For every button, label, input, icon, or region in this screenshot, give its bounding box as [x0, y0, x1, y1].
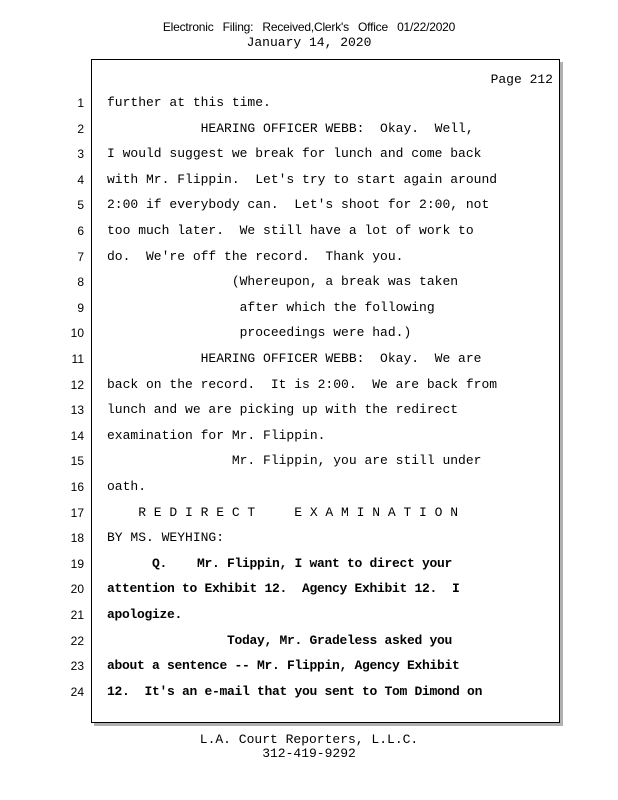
transcript-line: back on the record. It is 2:00. We are back from [107, 377, 498, 392]
transcript-line: (Whereupon, a break was taken [107, 274, 459, 289]
line-number: 12 [70, 378, 84, 392]
court-reporter-name: L.A. Court Reporters, L.L.C. [199, 732, 419, 747]
line-number: 13 [70, 403, 84, 417]
transcript-line: examination for Mr. Flippin. [107, 428, 326, 443]
transcript-line: further at this time. [107, 95, 271, 110]
transcript-line: apologize. [107, 607, 183, 622]
transcript-line: 12. It's an e-mail that you sent to Tom Dimond on [107, 684, 483, 699]
court-reporter-phone: 312-419-9292 [262, 746, 356, 761]
line-number: 20 [70, 582, 84, 596]
line-number: 16 [70, 480, 84, 494]
line-number: 22 [70, 634, 84, 648]
transcript-line: HEARING OFFICER WEBB: Okay. We are [107, 351, 482, 366]
transcript-line: Q. Mr. Flippin, I want to direct your [107, 556, 453, 571]
line-number: 14 [70, 429, 84, 443]
line-number: 5 [77, 198, 84, 212]
transcript-line: 2:00 if everybody can. Let's shoot for 2:00, not [107, 197, 490, 212]
line-number: 7 [77, 250, 84, 264]
transcript-date: January 14, 2020 [246, 35, 372, 50]
line-number: 21 [70, 608, 84, 622]
line-number: 3 [77, 147, 84, 161]
line-number: 19 [70, 557, 84, 571]
line-number: 17 [70, 506, 84, 520]
transcript-line: proceedings were had.) [107, 325, 412, 340]
transcript-line: after which the following [107, 300, 435, 315]
transcript-line: do. We're off the record. Thank you. [107, 249, 404, 264]
page-number: Page 212 [490, 72, 553, 87]
transcript-line: Today, Mr. Gradeless asked you [107, 633, 453, 648]
transcript-line: oath. [107, 479, 147, 494]
line-number: 2 [77, 122, 84, 136]
line-number: 18 [70, 531, 84, 545]
line-number: 10 [70, 326, 84, 340]
transcript-line: lunch and we are picking up with the redirect [107, 402, 459, 417]
transcript-line: HEARING OFFICER WEBB: Okay. Well, [107, 121, 474, 136]
transcript-line: attention to Exhibit 12. Agency Exhibit 12. I [107, 581, 460, 596]
transcript-line: too much later. We still have a lot of work to [107, 223, 474, 238]
transcript-line: about a sentence -- Mr. Flippin, Agency Exhibit [107, 658, 460, 673]
line-number: 1 [77, 96, 84, 110]
line-number: 24 [70, 685, 84, 699]
transcript-line: R E D I R E C T E X A M I N A T I O N [107, 505, 459, 520]
line-number: 4 [77, 173, 84, 187]
transcript-line: with Mr. Flippin. Let's try to start again around [107, 172, 498, 187]
line-number: 15 [70, 454, 84, 468]
transcript-line: Mr. Flippin, you are still under [107, 453, 482, 468]
line-number: 6 [77, 224, 84, 238]
filing-stamp: Electronic Filing: Received,Clerk's Office 01/22/2020 [162, 20, 456, 34]
line-number: 8 [77, 275, 84, 289]
line-number: 9 [77, 301, 84, 315]
transcript-line: I would suggest we break for lunch and come back [107, 146, 482, 161]
line-number: 11 [71, 352, 84, 366]
transcript-line: BY MS. WEYHING: [107, 530, 225, 545]
line-number: 23 [70, 659, 84, 673]
